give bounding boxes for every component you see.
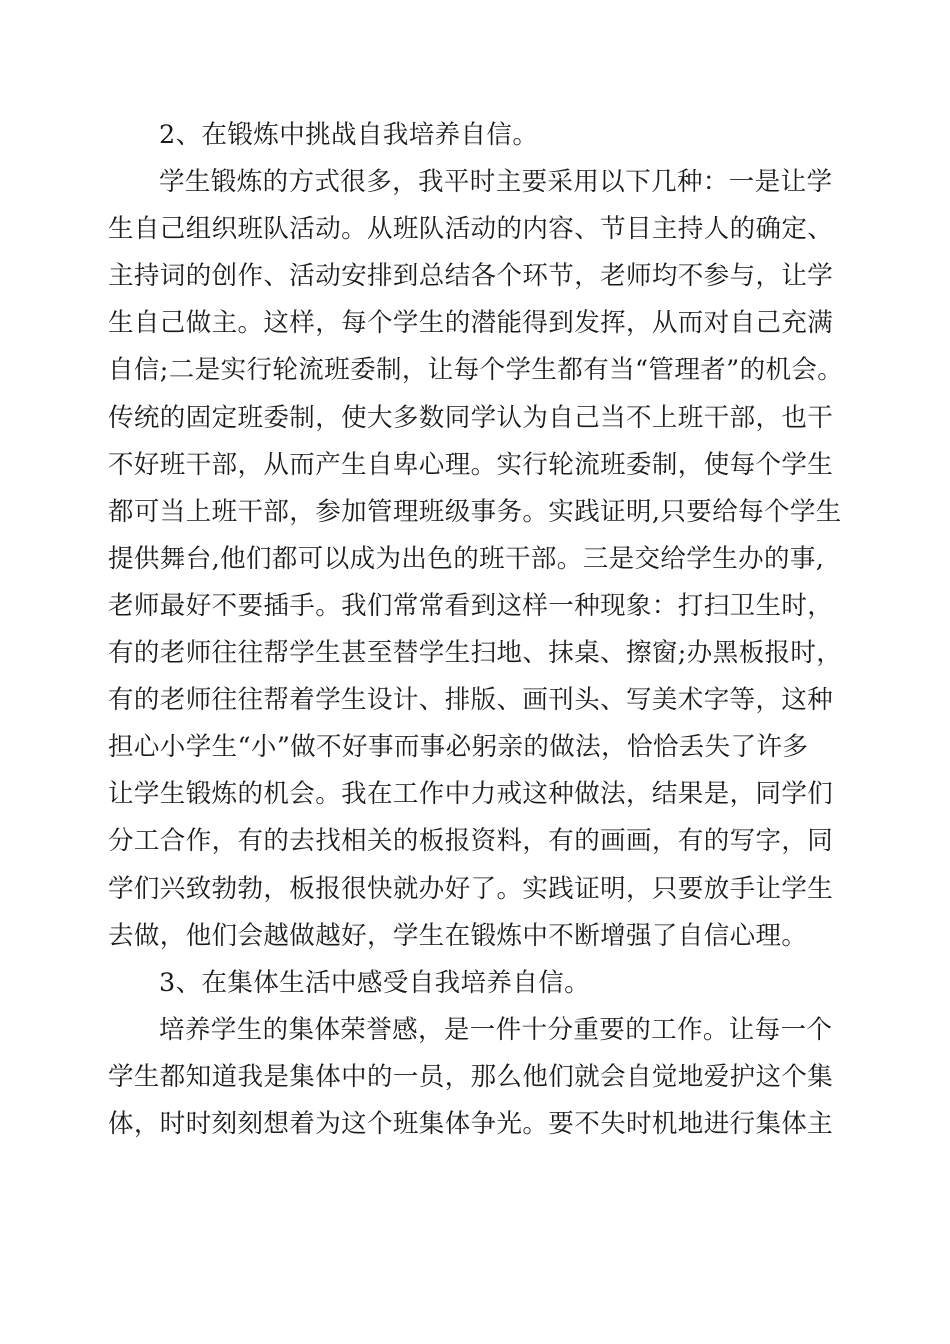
paragraph-line: 有的老师往往帮学生甚至替学生扫地、抹桌、擦窗;办黑板报时， bbox=[108, 638, 843, 669]
paragraph-line: 老师最好不要插手。我们常常看到这样一种现象：打扫卫生时， bbox=[108, 590, 834, 621]
paragraph-line: 体，时时刻刻想着为这个班集体争光。要不失时机地进行集体主 bbox=[108, 1108, 834, 1139]
paragraph-line: 去做，他们会越做越好，学生在锻炼中不断增强了自信心理。 bbox=[108, 920, 808, 951]
paragraph-line: 有的老师往往帮着学生设计、排版、画刊头、写美术字等，这种 bbox=[108, 685, 834, 716]
paragraph-line: 学生都知道我是集体中的一员，那么他们就会自觉地爱护这个集 bbox=[108, 1061, 834, 1092]
paragraph-line: 担心小学生“小”做不好事而事必躬亲的做法，恰恰丢失了许多 bbox=[108, 732, 809, 763]
paragraph-line: 培养学生的集体荣誉感，是一件十分重要的工作。让每一个 bbox=[159, 1014, 833, 1045]
section-heading-3: 3、在集体生活中感受自我培养自信。 bbox=[159, 967, 591, 998]
paragraph-line: 分工合作，有的去找相关的板报资料，有的画画，有的写字，同 bbox=[108, 826, 834, 857]
paragraph-line: 传统的固定班委制，使大多数同学认为自己当不上班干部，也干 bbox=[108, 402, 834, 433]
paragraph-line: 生自己做主。这样，每个学生的潜能得到发挥，从而对自己充满 bbox=[108, 308, 834, 339]
paragraph-line: 学们兴致勃勃，板报很快就办好了。实践证明，只要放手让学生 bbox=[108, 873, 834, 904]
section-heading-2: 2、在锻炼中挑战自我培养自信。 bbox=[159, 120, 539, 150]
paragraph-line: 不好班干部，从而产生自卑心理。实行轮流班委制，使每个学生 bbox=[108, 449, 834, 480]
paragraph-line: 生自己组织班队活动。从班队活动的内容、节目主持人的确定、 bbox=[108, 214, 834, 245]
paragraph-line: 让学生锻炼的机会。我在工作中力戒这种做法，结果是，同学们 bbox=[108, 779, 834, 810]
paragraph-line: 自信;二是实行轮流班委制，让每个学生都有当“管理者”的机会。 bbox=[108, 355, 844, 386]
paragraph-line: 主持词的创作、活动安排到总结各个环节，老师均不参与，让学 bbox=[108, 261, 834, 292]
paragraph-line: 提供舞台,他们都可以成为出色的班干部。三是交给学生办的事, bbox=[108, 543, 825, 574]
paragraph-line: 都可当上班干部，参加管理班级事务。实践证明,只要给每个学生 bbox=[108, 496, 842, 527]
document-body bbox=[108, 112, 868, 1148]
paragraph-line: 学生锻炼的方式很多，我平时主要采用以下几种：一是让学 bbox=[159, 167, 833, 198]
